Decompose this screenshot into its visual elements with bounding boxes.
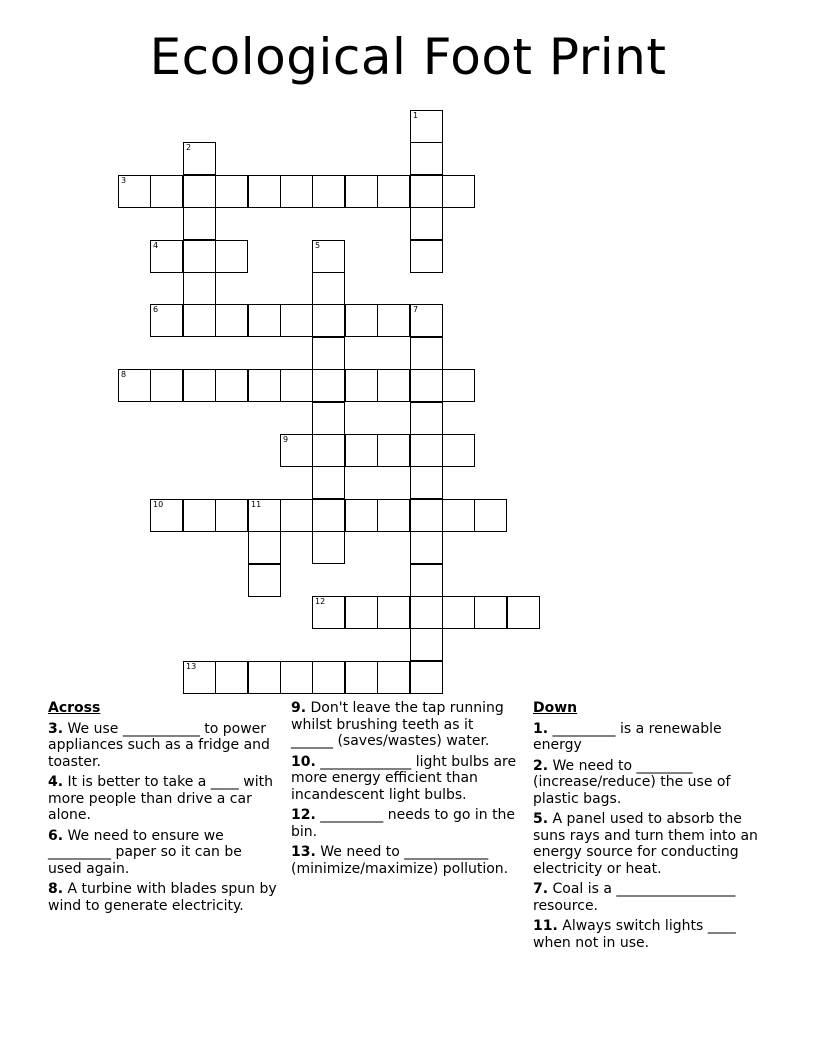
cell-number: 2 <box>186 143 192 152</box>
grid-cell[interactable] <box>280 661 313 694</box>
grid-cell[interactable] <box>248 564 281 597</box>
clue-item <box>48 721 278 771</box>
clue-number: 4. <box>48 774 64 790</box>
grid-cell[interactable] <box>442 434 475 467</box>
across-heading: Across <box>48 700 101 716</box>
grid-cell[interactable] <box>442 499 475 532</box>
puzzle-title: Ecological Foot Print <box>149 28 667 86</box>
grid-cell[interactable] <box>377 175 410 208</box>
grid-cell[interactable] <box>410 142 443 175</box>
grid-cell[interactable] <box>312 304 345 337</box>
grid-cell[interactable] <box>410 531 443 564</box>
grid-cell[interactable] <box>410 596 443 629</box>
across-clues <box>48 700 278 918</box>
grid-cell[interactable] <box>312 337 345 370</box>
cell-number: 8 <box>121 370 127 379</box>
grid-cell[interactable] <box>183 207 216 240</box>
grid-cell[interactable] <box>248 499 281 532</box>
grid-cell[interactable] <box>410 466 443 499</box>
grid-cell[interactable] <box>215 175 248 208</box>
clue-item <box>533 918 765 951</box>
clue-number: 3. <box>48 720 64 737</box>
grid-cell[interactable] <box>150 499 183 532</box>
grid-cell[interactable] <box>410 661 443 694</box>
grid-cell[interactable] <box>312 369 345 402</box>
grid-cell[interactable] <box>507 596 540 629</box>
grid-cell[interactable] <box>248 531 281 564</box>
clue-text: _________ needs to go in the bin. <box>291 807 516 840</box>
clue-text: _________ is a renewable energy <box>533 720 722 753</box>
grid-cell[interactable] <box>150 175 183 208</box>
clue-text: A turbine with blades spun by wind to generate electricity. <box>48 881 277 914</box>
across-clues-continued <box>291 700 519 881</box>
grid-cell[interactable] <box>118 369 151 402</box>
grid-cell[interactable] <box>280 175 313 208</box>
grid-cell[interactable] <box>442 596 475 629</box>
grid-cell[interactable] <box>410 434 443 467</box>
grid-cell[interactable] <box>312 531 345 564</box>
grid-cell[interactable] <box>183 175 216 208</box>
grid-cell[interactable] <box>215 240 248 273</box>
grid-cell[interactable] <box>442 175 475 208</box>
grid-cell[interactable] <box>118 175 151 208</box>
clue-item <box>291 754 519 804</box>
grid-cell[interactable] <box>150 369 183 402</box>
grid-cell[interactable] <box>280 369 313 402</box>
grid-cell[interactable] <box>312 402 345 435</box>
clue-text: Coal is a _________________ resource. <box>533 881 736 914</box>
clue-item <box>48 828 278 878</box>
grid-cell[interactable] <box>377 499 410 532</box>
cell-number: 3 <box>121 176 127 185</box>
clue-text: Always switch lights ____ when not in use. <box>533 918 736 951</box>
clue-number: 8. <box>48 881 64 897</box>
grid-cell[interactable] <box>345 596 378 629</box>
cell-number: 4 <box>153 241 159 250</box>
grid-cell[interactable] <box>410 628 443 661</box>
clue-number: 6. <box>48 827 64 844</box>
grid-cell[interactable] <box>345 661 378 694</box>
cell-number: 10 <box>153 500 164 509</box>
grid-cell[interactable] <box>312 596 345 629</box>
clue-item <box>291 700 519 750</box>
clue-number: 1. <box>533 720 549 737</box>
grid-cell[interactable] <box>442 369 475 402</box>
grid-cell[interactable] <box>345 434 378 467</box>
grid-cell[interactable] <box>410 304 443 337</box>
grid-cell[interactable] <box>377 661 410 694</box>
clue-item <box>533 758 765 808</box>
clue-number: 9. <box>291 700 307 716</box>
grid-cell[interactable] <box>215 661 248 694</box>
cell-number: 6 <box>153 305 159 314</box>
grid-cell[interactable] <box>377 434 410 467</box>
grid-cell[interactable] <box>474 596 507 629</box>
grid-cell[interactable] <box>248 175 281 208</box>
grid-cell[interactable] <box>183 661 216 694</box>
clue-number: 2. <box>533 757 549 774</box>
cell-number: 1 <box>413 111 419 120</box>
grid-cell[interactable] <box>410 110 443 143</box>
down-heading: Down <box>533 700 578 716</box>
grid-cell[interactable] <box>215 499 248 532</box>
clue-item <box>533 811 765 877</box>
grid-cell[interactable] <box>312 434 345 467</box>
grid-cell[interactable] <box>280 434 313 467</box>
clue-number: 5. <box>533 811 549 827</box>
grid-cell[interactable] <box>410 207 443 240</box>
clue-number: 7. <box>533 881 549 897</box>
clue-text: Don't leave the tap running whilst brushing teeth as it ______ (saves/wastes) water. <box>291 700 504 749</box>
grid-cell[interactable] <box>183 369 216 402</box>
grid-cell[interactable] <box>248 304 281 337</box>
grid-cell[interactable] <box>312 240 345 273</box>
clue-text: We need to ____________ (minimize/maximize) pollution. <box>291 844 509 877</box>
grid-cell[interactable] <box>150 304 183 337</box>
clue-item <box>291 844 519 877</box>
down-clues <box>533 700 765 955</box>
grid-cell[interactable] <box>312 499 345 532</box>
grid-cell[interactable] <box>345 175 378 208</box>
clue-number: 13. <box>291 844 316 860</box>
grid-cell[interactable] <box>183 304 216 337</box>
grid-cell[interactable] <box>377 596 410 629</box>
grid-cell[interactable] <box>312 466 345 499</box>
grid-cell[interactable] <box>345 369 378 402</box>
cell-number: 11 <box>251 500 262 509</box>
clue-text: A panel used to absorb the suns rays and turn them into an energy source for conducting electricity or heat. <box>533 811 758 877</box>
grid-cell[interactable] <box>248 369 281 402</box>
grid-cell[interactable] <box>410 402 443 435</box>
clue-text: It is better to take a ____ with more people than drive a car alone. <box>48 774 273 823</box>
grid-cell[interactable] <box>377 369 410 402</box>
cell-number: 9 <box>283 435 289 444</box>
grid-cell[interactable] <box>410 175 443 208</box>
grid-cell[interactable] <box>410 337 443 370</box>
clue-item <box>533 721 765 754</box>
grid-cell[interactable] <box>410 564 443 597</box>
clue-text: _____________ light bulbs are more energy efficient than incandescent light bulbs. <box>291 753 517 803</box>
grid-cell[interactable] <box>215 304 248 337</box>
grid-cell[interactable] <box>280 499 313 532</box>
grid-cell[interactable] <box>183 272 216 305</box>
grid-cell[interactable] <box>410 369 443 402</box>
clue-item <box>48 774 278 824</box>
clue-number: 11. <box>533 918 558 934</box>
cell-number: 5 <box>315 241 321 250</box>
grid-cell[interactable] <box>312 272 345 305</box>
clue-item <box>533 881 765 914</box>
grid-cell[interactable] <box>280 304 313 337</box>
grid-cell[interactable] <box>410 499 443 532</box>
grid-cell[interactable] <box>183 499 216 532</box>
clue-number: 12. <box>291 807 316 823</box>
grid-cell[interactable] <box>410 240 443 273</box>
cell-number: 12 <box>315 597 326 606</box>
clue-item <box>48 881 278 914</box>
grid-cell[interactable] <box>345 499 378 532</box>
grid-cell[interactable] <box>183 142 216 175</box>
grid-cell[interactable] <box>312 661 345 694</box>
grid-cell[interactable] <box>150 240 183 273</box>
grid-cell[interactable] <box>183 240 216 273</box>
grid-cell[interactable] <box>312 175 345 208</box>
cell-number: 13 <box>186 662 197 671</box>
clue-text: We need to ________ (increase/reduce) the use of plastic bags. <box>533 757 731 807</box>
clue-text: We need to ensure we _________ paper so it can be used again. <box>48 827 242 877</box>
clue-text: We use ___________ to power appliances such as a fridge and toaster. <box>48 720 270 770</box>
clue-number: 10. <box>291 753 316 770</box>
grid-cell[interactable] <box>377 304 410 337</box>
clue-item <box>291 807 519 840</box>
grid-cell[interactable] <box>474 499 507 532</box>
grid-cell[interactable] <box>248 661 281 694</box>
grid-cell[interactable] <box>215 369 248 402</box>
grid-cell[interactable] <box>345 304 378 337</box>
cell-number: 7 <box>413 305 419 314</box>
